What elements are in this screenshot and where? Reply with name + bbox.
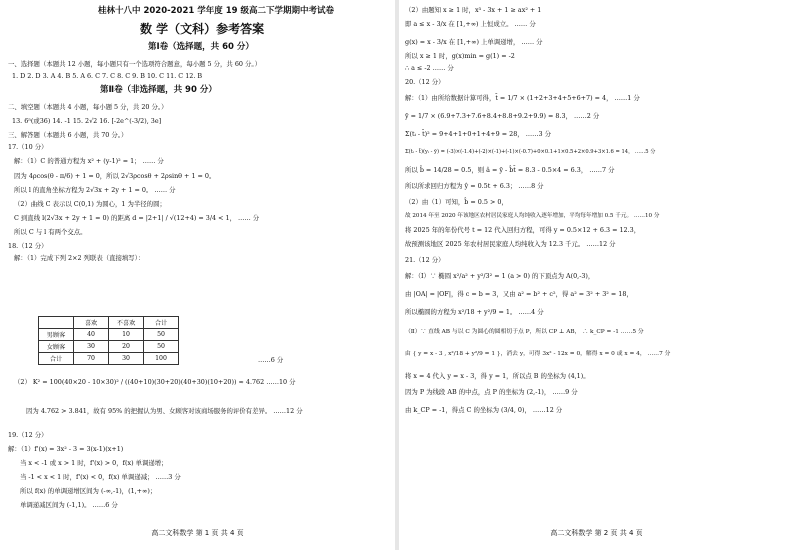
text-line: 解：（1）C 的普通方程为 x² + (y-1)² = 1； …… 分 — [14, 157, 164, 165]
text-line: 由 { y = x - 3 , x²/18 + y²/9 = 1 }，消去 y，可得 3x² - 12x = 0，解得 x = 0 或 x = 4， ……7 分 — [405, 351, 671, 357]
text-line: 解：（Ⅰ）∵ 椭圆 x²/a² + y²/3² = 1 (a > 0) 的下顶点为 A(0,-3)， — [405, 272, 595, 280]
text-line: 当 x < -1 或 x > 1 时，f'(x) > 0，f(x) 单调递增； — [20, 459, 168, 467]
table-cell: 50 — [144, 329, 179, 341]
table-cell — [39, 317, 74, 329]
text-line: 因为 4.762 > 3.841，故有 95% 的把握认为男、女顾客对该商场服务的评价有差异。 ……12 分 — [26, 407, 303, 415]
page-footer: 高二文科数学 第 2 页 共 4 页 — [550, 529, 643, 537]
text-line: 21.（12 分） — [405, 256, 445, 264]
table-cell: 女顾客 — [39, 341, 74, 353]
text-line: 由 k_CP = -1，得点 C 的坐标为 (3/4, 0)， ……12 分 — [405, 406, 563, 414]
text-line: 即 a ≤ x - 3/x 在 [1,+∞) 上恒成立。 …… 分 — [405, 20, 536, 28]
text-line: 单调递减区间为 (-1,1)。 ……6 分 — [20, 501, 118, 509]
table-cell: 不喜欢 — [109, 317, 144, 329]
choice-answers: 1. D 2. D 3. A 4. B 5. A 6. C 7. C 8. C 9. B 10. C 11. C 12. B — [12, 72, 203, 80]
table-row — [39, 341, 179, 353]
text-line: （Ⅱ）∵ 直线 AB 与以 C 为圆心的圆相切于点 P，所以 CP ⊥ AB， ∴ k_CP = -1 ……5 分 — [405, 329, 644, 335]
text-line: 由 |OA| = |OF|，得 c = b = 3，又由 a² = b² + c²，得 a² = 3² + 3² = 18， — [405, 290, 633, 298]
table-row — [39, 329, 179, 341]
answer-page-2 — [399, 0, 794, 550]
text-line: 解：（1）f'(x) = 3x² - 3 = 3(x-1)(x+1) — [8, 445, 124, 453]
part1-title: 第Ⅰ卷（选择题，共 60 分） — [148, 42, 254, 52]
text-line: g(x) = x - 3/x 在 [1,+∞) 上单调递增， …… 分 — [405, 38, 543, 46]
contingency-table — [38, 316, 179, 365]
table-cell: 70 — [74, 353, 109, 365]
table-cell: 20 — [109, 341, 144, 353]
table-cell: 10 — [109, 329, 144, 341]
text-line: 将 x = 4 代入 y = x - 3，得 y = 1，所以点 B 的坐标为 (4,1)。 — [405, 372, 590, 380]
text-line: 18.（12 分） — [8, 242, 48, 250]
text-line: 将 2025 年的年份代号 t = 12 代入回归方程，可得 y = 0.5×12 + 6.3 = 12.3， — [405, 226, 641, 234]
table-cell: 40 — [74, 329, 109, 341]
table-cell: 合计 — [144, 317, 179, 329]
text-line: C 到直线 l(2√3x + 2y + 1 = 0) 的距离 d = |2+1| / √(12+4) = 3/4 < 1， …… 分 — [14, 214, 260, 222]
text-line: 所以椭圆的方程为 x²/18 + y²/9 = 1。 ……4 分 — [405, 308, 544, 316]
text-line: （2）曲线 C 表示以 C(0,1) 为圆心，1 为半径的圆； — [14, 200, 166, 208]
text-line: 所以 b̂ = 14/28 = 0.5，则 â = ȳ - b̂t̄ = 8.3 - 0.5×4 = 6.3， ……7 分 — [405, 166, 615, 174]
part2-title: 第Ⅱ卷（非选择题，共 90 分） — [100, 85, 217, 95]
table-cell: 喜欢 — [74, 317, 109, 329]
answer-page-1 — [0, 0, 395, 550]
text-line: 20.（12 分） — [405, 78, 445, 86]
table-cell: 30 — [74, 341, 109, 353]
text-line: 19.（12 分） — [8, 431, 48, 439]
text-line: Σ(tᵢ - t̄)² = 9+4+1+0+1+4+9 = 28， ……3 分 — [405, 130, 551, 138]
text-line: 所以 l 的直角坐标方程为 2√3x + 2y + 1 = 0。 …… 分 — [14, 186, 176, 194]
table-cell: 50 — [144, 341, 179, 353]
section-heading: 一、选择题（本题共 12 小题，每小题只有一个选项符合题意，每小题 5 分，共 60 分。） — [8, 60, 261, 68]
text-line: 故 2014 年至 2020 年该地区农村居民家庭人均纯收入逐年增加，平均每年增加 0.5 千元。 ……10 分 — [405, 213, 660, 219]
table-cell: 男顾客 — [39, 329, 74, 341]
subject-title: 数 学（文科）参考答案 — [140, 22, 265, 36]
text-line: 所以 f(x) 的单调递增区间为 (-∞,-1)，(1,+∞)； — [20, 487, 157, 495]
text-line: ȳ = 1/7 × (6.9+7.3+7.6+8.4+8.8+9.2+9.9) = 8.3， ……2 分 — [405, 112, 600, 120]
table-row — [39, 353, 179, 365]
text-line: 当 -1 < x < 1 时，f'(x) < 0，f(x) 单调递减； ……3 分 — [20, 473, 181, 481]
text-line: 解：（1）完成下列 2×2 列联表（直接填写）： — [14, 254, 145, 262]
table-cell: 30 — [109, 353, 144, 365]
page-footer: 高二文科数学 第 1 页 共 4 页 — [151, 529, 244, 537]
text-line: 因为 4ρcos(θ - π/6) + 1 = 0，所以 2√3ρcosθ + 2ρsinθ + 1 = 0。 — [14, 172, 216, 180]
text-line: Σ(tᵢ - t̄)(yᵢ - ȳ) = (-3)×(-1.4)+(-2)×(-1)+(-1)×(-0.7)+0×0.1+1×0.5+2×0.9+3×1.6 = 14， ……5 分 — [405, 149, 656, 155]
text-line: （2）由（1）可知，b̂ = 0.5 > 0， — [405, 198, 508, 206]
chi-square-formula: （2） K² = 100(40×20 - 10×30)² / ((40+10)(30+20)(40+30)(10+20)) ≈ 4.762 ……10 分 — [14, 378, 296, 386]
text-line: 所以 x ≥ 1 时，g(x)min = g(1) = -2 — [405, 52, 515, 60]
fill-in-answers: 13. 6⁵(或36) 14. -1 15. 2√2 16. [-2e^(-3/2), 3e] — [12, 117, 162, 125]
text-line: 所以所求回归方程为 ŷ = 0.5t + 6.3； ……8 分 — [405, 182, 544, 190]
text-line: （2）由题知 x ≥ 1 时，x³ - 3x + 1 ≥ ax² + 1 — [405, 6, 542, 14]
table-cell: 100 — [144, 353, 179, 365]
school-title: 桂林十八中 2020-2021 学年度 19 级高二下学期期中考试卷 — [98, 6, 335, 16]
text-line: 故预测该地区 2025 年农村居民家庭人均纯收入为 12.3 千元。 ……12 分 — [405, 240, 616, 248]
score-mark: ……6 分 — [258, 356, 284, 364]
text-line: 三、解答题（本题共 6 小题，共 70 分。） — [8, 131, 128, 139]
table-header-row — [39, 317, 179, 329]
text-line: 解：（1）由所给数据计算可得，t̄ = 1/7 × (1+2+3+4+5+6+7) = 4， ……1 分 — [405, 94, 640, 102]
text-line: 17.（10 分） — [8, 143, 48, 151]
text-line: ∴ a ≤ -2 …… 分 — [405, 64, 454, 72]
text-line: 所以 C 与 l 有两个交点。 — [14, 228, 87, 236]
text-line: 因为 P 为线段 AB 的中点，点 P 的坐标为 (2,-1)， ……9 分 — [405, 388, 578, 396]
text-line: 二、填空题（本题共 4 小题，每小题 5 分，共 20 分。） — [8, 103, 168, 111]
table-cell: 合计 — [39, 353, 74, 365]
